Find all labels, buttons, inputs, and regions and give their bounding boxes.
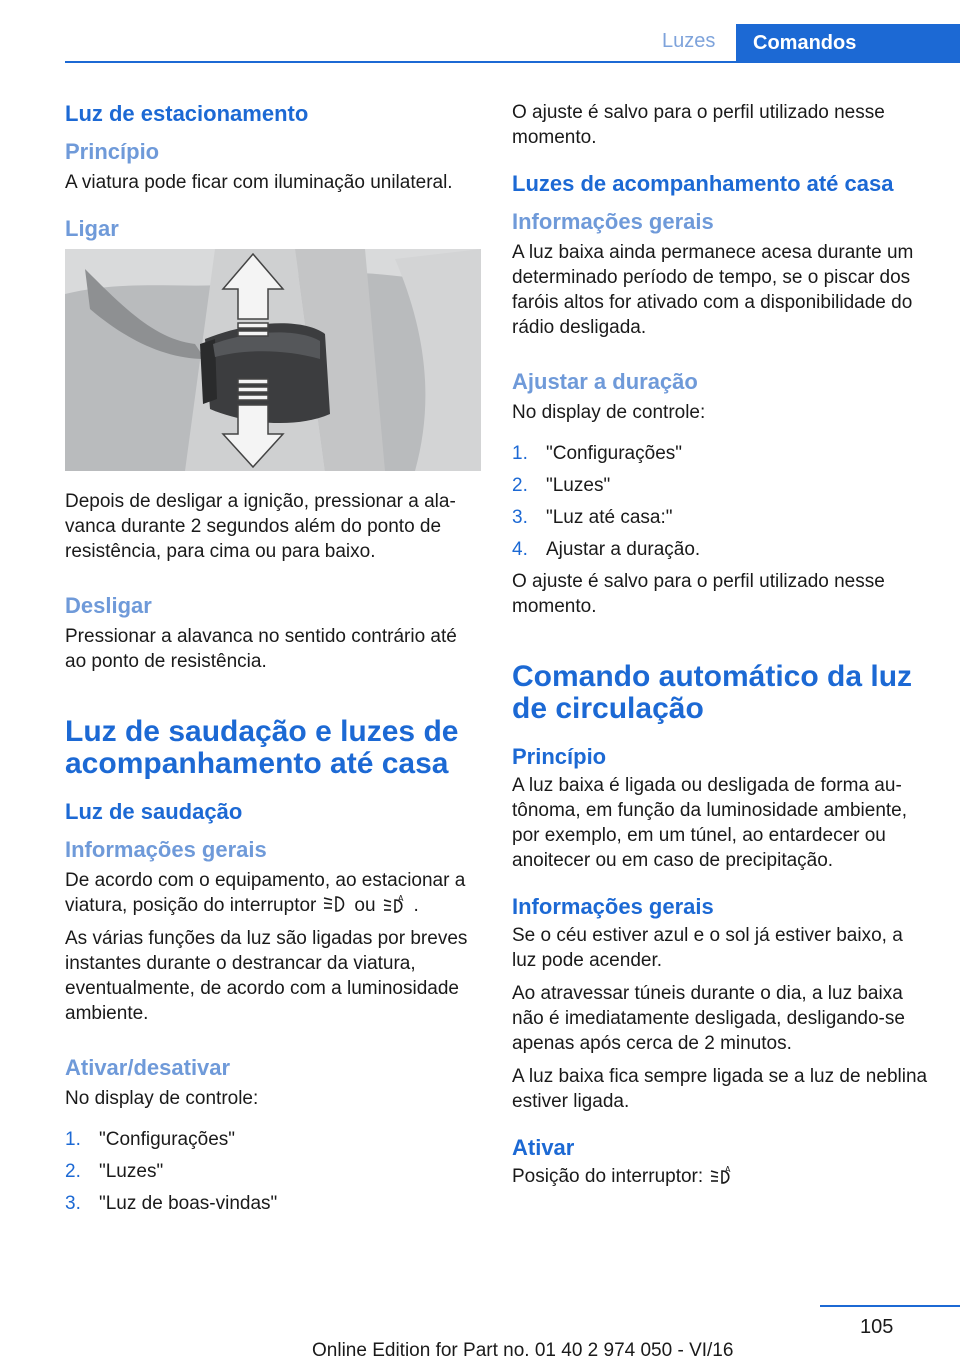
auto-light-icon — [709, 1165, 735, 1185]
list-item: 4. Ajustar a duração. — [512, 539, 701, 560]
switch-on-text: Depois de desligar a ignição, pressionar a alavanca durante 2 segundos além do ponto de resistência, para cima ou para baixo. — [65, 491, 456, 562]
principle-title: Princípio — [65, 139, 160, 164]
footer-rule — [820, 1305, 960, 1307]
auto-info-text-3: A luz baixa fica sempre ligada se a luz de neblina estiver ligada. — [512, 1066, 928, 1112]
duration-title: Ajustar a duração — [512, 369, 698, 394]
svg-text:A: A — [725, 1165, 731, 1174]
switch-off-text: Pressionar a alavanca no sentido contrário até ao ponto de resistência. — [65, 626, 457, 672]
activate-text: Posição do interruptor: A — [512, 1164, 930, 1189]
left-column — [65, 100, 481, 1223]
footer-edition: Online Edition for Part no. 01 40 2 974 050 - VI/16 — [312, 1340, 734, 1361]
auto-info-title: Informações gerais — [512, 894, 714, 919]
auto-principle-title: Princípio — [512, 744, 607, 769]
welcome-steps-list — [65, 1127, 481, 1216]
saved-text: O ajuste é salvo para o perfil utilizado nesse momento. — [512, 102, 885, 148]
svg-text:A: A — [397, 894, 403, 903]
saved-text-2: O ajuste é salvo para o perfil utilizado nesse momento. — [512, 571, 885, 617]
home-info-title: Informações gerais — [512, 209, 714, 234]
welcome-light-title: Luz de saudação — [65, 799, 243, 824]
list-item: 1. "Configurações" — [65, 1129, 236, 1150]
list-item: 3. "Luz de boas-vindas" — [65, 1193, 278, 1214]
duration-steps-list — [512, 441, 930, 562]
home-info-text: A luz baixa ainda permanece acesa durante um determinado período de tempo, se o piscar dos faróis altos for ativado com a disponibilidade do rádio desligada. — [512, 242, 914, 338]
auto-info-text-1: Se o céu estiver azul e o sol já estiver baixo, a luz pode acender. — [512, 925, 903, 971]
header-chapter-tab: Comandos — [736, 24, 960, 62]
right-column — [512, 100, 930, 1197]
header-section: Luzes — [662, 30, 716, 52]
header-rule — [65, 61, 960, 63]
parking-light-title: Luz de estacionamento — [65, 101, 309, 126]
list-item: 3. "Luz até casa:" — [512, 507, 673, 528]
lever-illustration — [65, 249, 481, 471]
principle-text: A viatura pode ficar com iluminação unilateral. — [65, 172, 453, 193]
auto-principle-text: A luz baixa é ligada ou desligada de forma autônoma, em função da luminosidade ambiente, por exemplo, em um túnel, ao entardecer ou anoitecer ou em caso de precipitação. — [512, 775, 908, 871]
duration-intro: No display de controle: — [512, 402, 706, 423]
auto-info-text-2: Ao atravessar túneis durante o dia, a luz baixa não é imediatamente desligada, desligando-se apenas após cerca de 2 minutos. — [512, 983, 905, 1054]
low-beam-icon — [322, 894, 348, 914]
general-info-title: Informações gerais — [65, 837, 267, 862]
activate-deactivate-title: Ativar/desativar — [65, 1055, 231, 1080]
activate-title: Ativar — [512, 1135, 575, 1160]
general-info-text-2: As várias funções da luz são ligadas por breves instantes durante o destrancar da viatura, eventualmente, de acordo com a luminosidade ambiente. — [65, 928, 468, 1024]
auto-light-icon — [382, 894, 408, 914]
auto-light-section-title: Comando automático da luz de circulação — [512, 660, 913, 725]
welcome-section-title: Luz de saudação e luzes de acompanhamento até casa — [65, 715, 459, 780]
switch-off-title: Desligar — [65, 593, 152, 618]
switch-on-title: Ligar — [65, 216, 119, 241]
follow-me-home-title: Luzes de acompanhamento até casa — [512, 171, 894, 196]
list-item: 2. "Luzes" — [65, 1161, 164, 1182]
activate-intro: No display de controle: — [65, 1088, 259, 1109]
list-item: 2. "Luzes" — [512, 475, 611, 496]
page-number: 105 — [860, 1316, 894, 1338]
general-info-text: De acordo com o equipamento, ao estacionar a viatura, posição do interruptor ou A . — [65, 870, 466, 916]
list-item: 1. "Configurações" — [512, 443, 683, 464]
